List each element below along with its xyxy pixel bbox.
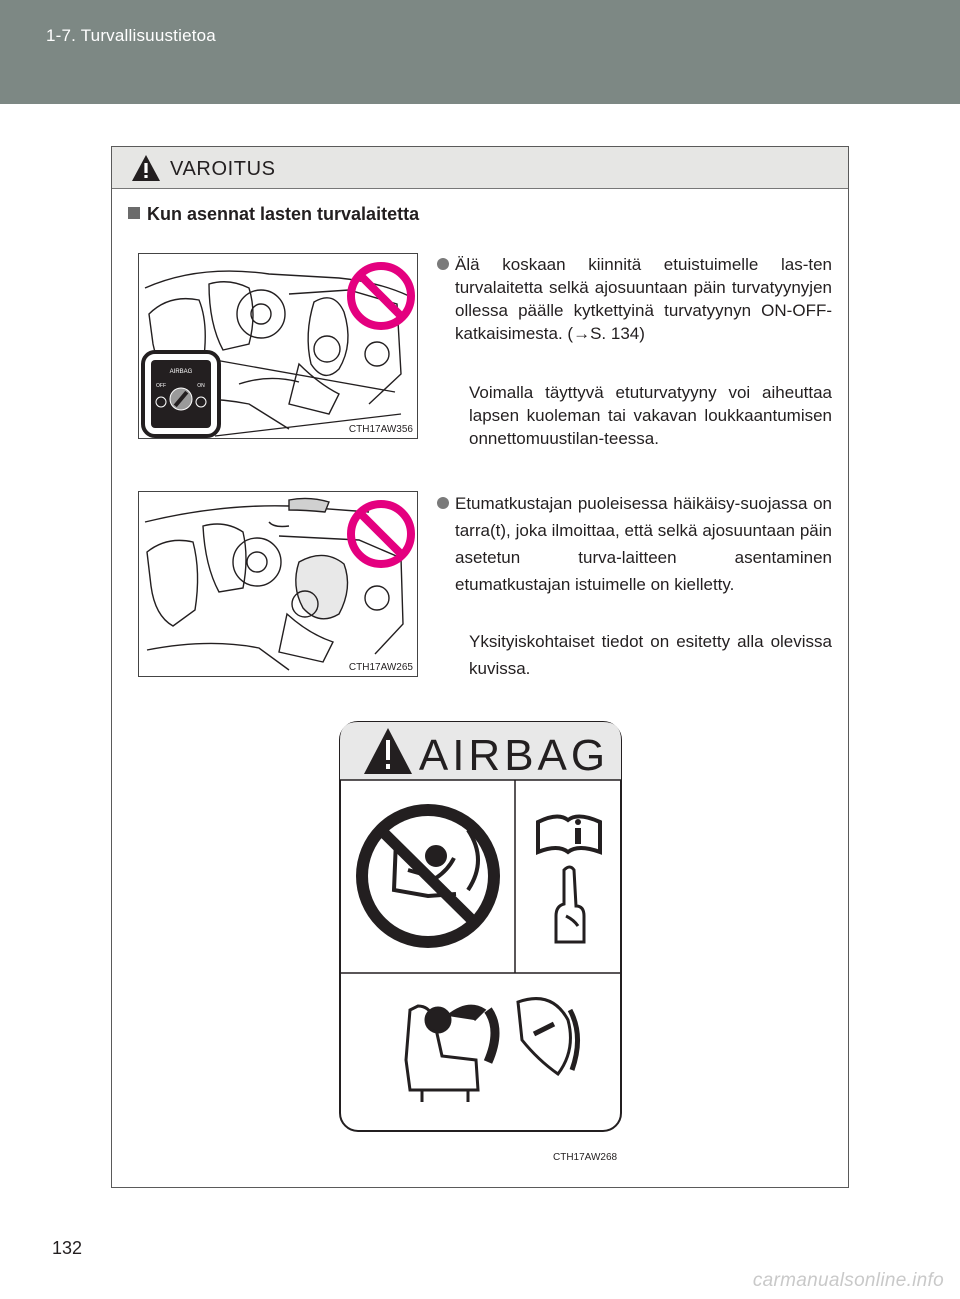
figure-sun-visor xyxy=(138,491,418,677)
page-number: 132 xyxy=(52,1238,83,1258)
bullet-subtext: Voimalla täyttyvä etuturvatyyny voi aiheuttaa lapsen kuoleman tai vakavan loukkaantumisen onnettomuustilan-teessa. xyxy=(469,383,832,448)
bullet-dot-icon xyxy=(437,497,449,509)
airbag-warning-label xyxy=(338,720,623,1133)
figure-child-seat-switch xyxy=(138,253,418,439)
switch-title: AIRBAG xyxy=(169,369,193,375)
warning-box xyxy=(111,146,849,1188)
car-interior-airbag-illustration xyxy=(139,492,417,676)
warning-title: VAROITUS xyxy=(170,158,276,180)
switch-on-label: ON xyxy=(197,383,205,389)
car-interior-illustration xyxy=(139,254,417,438)
section-title: 1-7. Turvallisuustietoa xyxy=(46,26,216,45)
warning-header xyxy=(112,147,848,189)
section-heading xyxy=(128,204,419,225)
page-header xyxy=(0,0,960,104)
warning-triangle-icon xyxy=(130,153,162,183)
bullet-text: Etumatkustajan puoleisessa häikäisy-suojassa on tarra(t), joka ilmoittaa, että selkä ajosuuntaan päin asetetun turva-laitteen asentaminen etumatkustajan istuimelle on kielletty. xyxy=(455,494,832,594)
figure-code: CTH17AW268 xyxy=(553,1152,618,1163)
bullet-dot-icon xyxy=(437,258,449,270)
section-heading-text: Kun asennat lasten turvalaitetta xyxy=(147,204,420,224)
switch-off-label: OFF xyxy=(156,383,166,389)
square-bullet-icon xyxy=(128,207,140,219)
bullet-text: Älä koskaan kiinnitä etuistuimelle las-ten turvalaitetta selkä ajosuuntaan päin turvatyynyjen ollessa päälle kytkettyinä turvatyynyn ON-OFF-katkaisimesta. (→S. 134) xyxy=(455,255,832,343)
figure-code: CTH17AW356 xyxy=(348,424,413,435)
bullet-item xyxy=(437,490,832,598)
no-child-seat-icon xyxy=(356,804,500,948)
watermark: carmanualsonline.info xyxy=(752,1270,944,1291)
label-title: AIRBAG xyxy=(418,731,610,780)
bullet-item xyxy=(437,253,832,345)
figure-code: CTH17AW265 xyxy=(348,662,413,673)
bullet-subtext: Yksityiskohtaiset tiedot on esitetty alla olevissa kuvissa. xyxy=(469,632,832,678)
